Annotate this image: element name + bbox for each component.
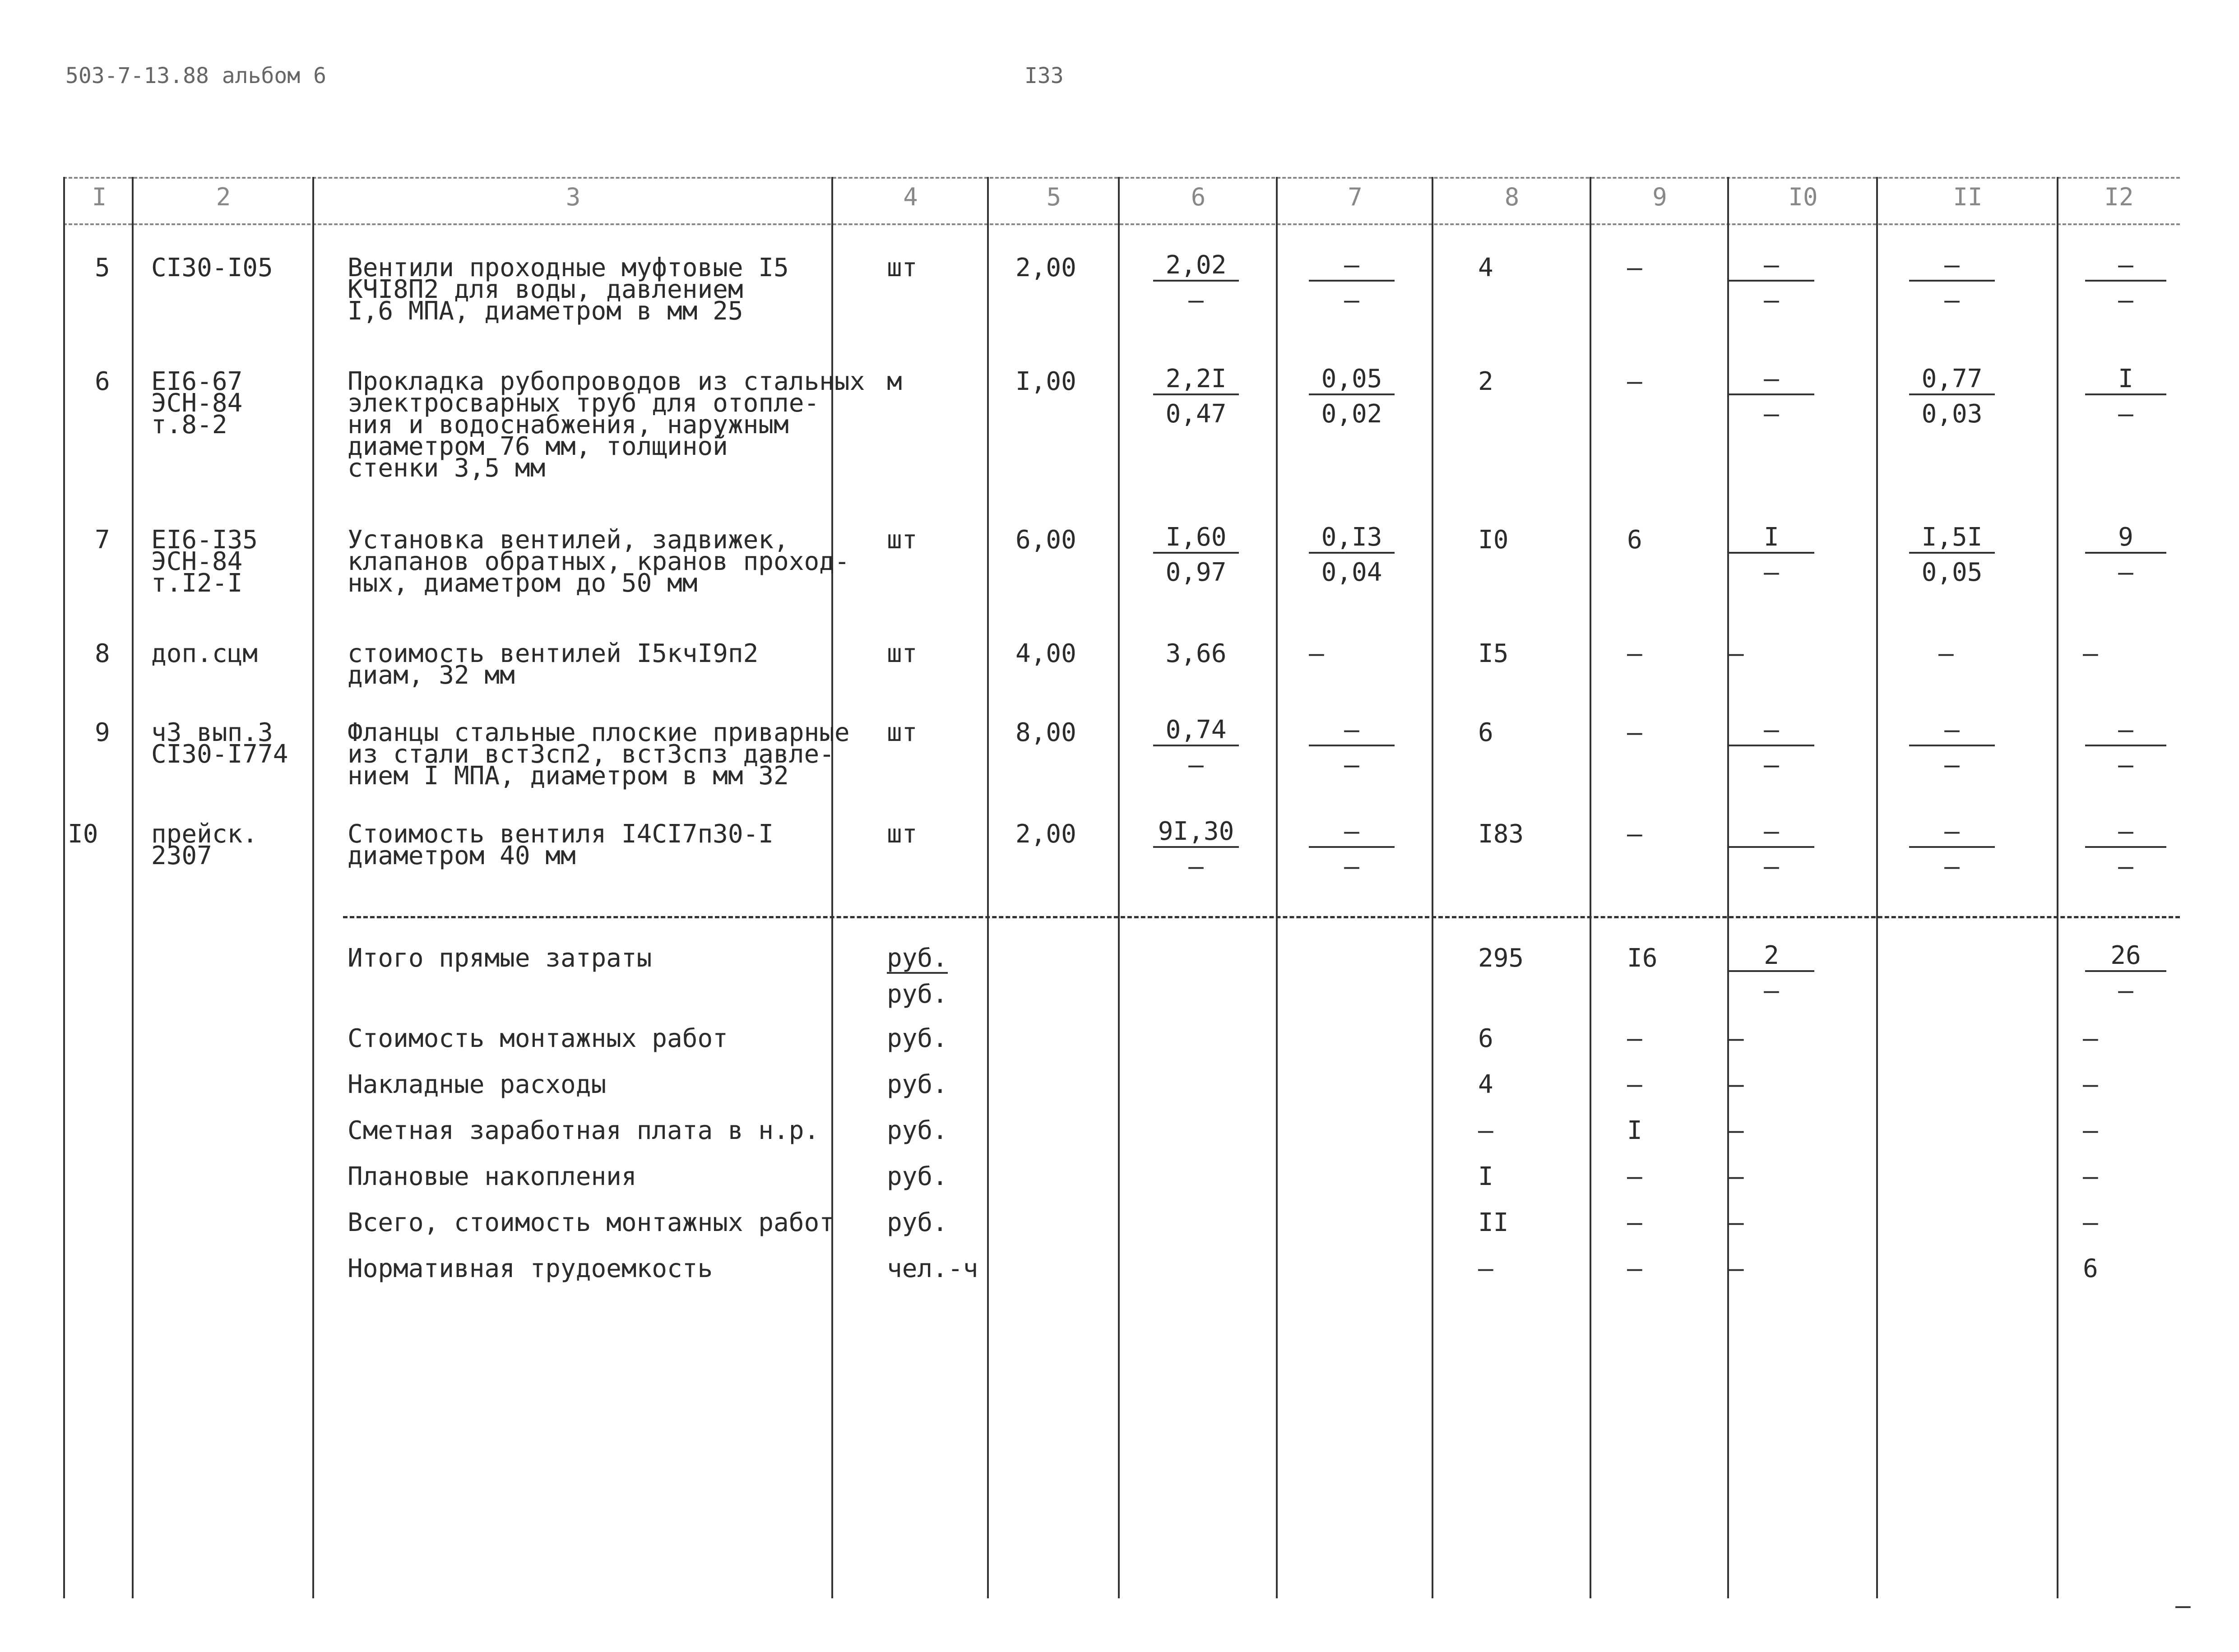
- row-description: ния и водоснабжения, наружным: [348, 410, 789, 440]
- totals-col12: –: [2083, 1024, 2098, 1053]
- row-description: диаметром 40 мм: [348, 841, 576, 870]
- row-description: I,6 МПА, диаметром в мм 25: [348, 296, 743, 326]
- row-description: Прокладка рубопроводов из стальных: [348, 367, 865, 396]
- totals-col10: 2 –: [1729, 943, 1814, 1004]
- col12-value: – –: [2085, 819, 2166, 879]
- column-divider: [1118, 177, 1120, 1598]
- row-description: из стали вст3сп2, вст3спз давле-: [348, 740, 834, 769]
- col10-value: –: [1729, 639, 1744, 668]
- totals-col10: –: [1729, 1162, 1744, 1191]
- col-number-4: 4: [903, 183, 918, 211]
- col8-value: I5: [1478, 639, 1509, 668]
- totals-col12: –: [2083, 1162, 2098, 1191]
- col12-value: I –: [2085, 366, 2166, 427]
- row-description: Стоимость вентиля I4CI7п30-I: [348, 819, 774, 849]
- row-code: ч3 вып.3: [151, 718, 273, 747]
- col-number-8: 8: [1504, 183, 1520, 211]
- header-bottom-border: [63, 223, 2180, 225]
- row-code: EI6-67: [151, 367, 243, 396]
- col8-value: 2: [1478, 367, 1493, 396]
- totals-col9: –: [1627, 1070, 1642, 1099]
- totals-col12: 6: [2083, 1254, 2098, 1283]
- row-code: CI30-I774: [151, 740, 288, 769]
- col9-value: –: [1627, 367, 1642, 396]
- totals-col8: 6: [1478, 1024, 1493, 1053]
- totals-col10: –: [1729, 1208, 1744, 1237]
- col-number-10: I0: [1788, 183, 1818, 211]
- col6-value: $\frac{I,60}{0,97}$: [1153, 525, 1239, 585]
- totals-col12: –: [2083, 1208, 2098, 1237]
- totals-col8: –: [1478, 1254, 1493, 1283]
- row-description: Установка вентилей, задвижек,: [348, 525, 789, 555]
- row-code: CI30-I05: [151, 253, 273, 282]
- row-code: прейск.: [151, 819, 258, 849]
- row-quantity: 2,00: [1015, 253, 1076, 282]
- col-number-2: 2: [216, 183, 231, 211]
- row-code: 2307: [151, 841, 212, 870]
- totals-label: Накладные расходы: [348, 1070, 607, 1099]
- totals-unit: руб.: [887, 980, 948, 1009]
- totals-unit: руб.: [887, 1024, 948, 1053]
- col7-value: – –: [1309, 819, 1395, 879]
- totals-col8: 295: [1478, 944, 1524, 973]
- col7-value: –: [1309, 639, 1324, 668]
- totals-col8: II: [1478, 1208, 1509, 1237]
- col-number-5: 5: [1046, 183, 1062, 211]
- row-quantity: I,00: [1015, 367, 1076, 396]
- col-number-6: 6: [1191, 183, 1206, 211]
- totals-col10: –: [1729, 1116, 1744, 1145]
- col9-value: 6: [1627, 525, 1642, 555]
- col11-value: $\frac{0,77}{0,03}$: [1909, 366, 1995, 427]
- col7-value: $\frac{0,I3}{0,04}$: [1309, 525, 1395, 585]
- row-number: I0: [68, 819, 98, 849]
- totals-col8: –: [1478, 1116, 1493, 1145]
- column-divider: [1432, 177, 1433, 1598]
- row-code: т.I2-I: [151, 569, 243, 598]
- totals-col10: –: [1729, 1070, 1744, 1099]
- row-number: 9: [95, 718, 110, 747]
- col-number-11: II: [1953, 183, 1983, 211]
- column-divider: [987, 177, 989, 1598]
- col-number-9: 9: [1652, 183, 1667, 211]
- row-number: 8: [95, 639, 110, 668]
- col10-value: – –: [1729, 253, 1814, 313]
- col11-value: – –: [1909, 253, 1995, 313]
- totals-unit: руб.: [887, 1116, 948, 1145]
- totals-label: Всего, стоимость монтажных работ: [348, 1208, 834, 1237]
- row-unit: м: [887, 367, 902, 396]
- col9-value: –: [1627, 253, 1642, 282]
- row-description: КЧI8П2 для воды, давлением: [348, 275, 743, 304]
- col11-value: – –: [1909, 819, 1995, 879]
- totals-unit: руб.: [887, 1070, 948, 1099]
- col7-value: – –: [1309, 253, 1395, 313]
- totals-col9: I: [1627, 1116, 1642, 1145]
- totals-col12: 26 –: [2085, 943, 2166, 1004]
- row-quantity: 4,00: [1015, 639, 1076, 668]
- totals-label: Плановые накопления: [348, 1162, 637, 1191]
- totals-col10: –: [1729, 1024, 1744, 1053]
- row-code: EI6-I35: [151, 525, 258, 555]
- col8-value: 4: [1478, 253, 1493, 282]
- totals-col8: 4: [1478, 1070, 1493, 1099]
- totals-col9: –: [1627, 1162, 1642, 1191]
- col6-value: 2,02 –: [1153, 253, 1239, 313]
- row-unit: шт: [887, 819, 918, 849]
- row-description: нием I МПА, диаметром в мм 32: [348, 761, 789, 791]
- row-description: диаметром 76 мм, толщиной: [348, 432, 728, 461]
- col6-value: $\frac{2,2I}{0,47}$: [1153, 366, 1239, 427]
- col11-value: – –: [1909, 717, 1995, 778]
- totals-unit: руб.: [887, 1162, 948, 1191]
- totals-label: Сметная заработная плата в н.р.: [348, 1116, 820, 1145]
- col-number-1: I: [92, 183, 107, 211]
- totals-unit: чел.-ч: [887, 1254, 978, 1283]
- col12-value: – –: [2085, 717, 2166, 778]
- col11-value: $\frac{I,5I}{0,05}$: [1909, 525, 1995, 585]
- col7-value: – –: [1309, 717, 1395, 778]
- totals-col9: –: [1627, 1024, 1642, 1053]
- col8-value: 6: [1478, 718, 1493, 747]
- row-description: ных, диаметром до 50 мм: [348, 569, 698, 598]
- col9-value: –: [1627, 819, 1642, 849]
- totals-separator: [343, 916, 2180, 918]
- row-description: Вентили проходные муфтовые I5: [348, 253, 789, 282]
- col11-value: –: [1938, 639, 1954, 668]
- col10-value: – –: [1729, 366, 1814, 427]
- column-divider: [63, 177, 65, 1598]
- col10-value: I –: [1729, 525, 1814, 585]
- row-unit: шт: [887, 525, 918, 555]
- row-code: доп.сцм: [151, 639, 258, 668]
- totals-col9: I6: [1627, 944, 1658, 973]
- col-number-3: 3: [566, 183, 581, 211]
- totals-unit: руб.: [887, 944, 948, 973]
- totals-label: Стоимость монтажных работ: [348, 1024, 728, 1053]
- column-divider: [312, 177, 314, 1598]
- col12-value: 9 –: [2085, 525, 2166, 585]
- row-code: ЭСН-84: [151, 547, 243, 576]
- totals-col8: I: [1478, 1162, 1493, 1191]
- column-divider: [1276, 177, 1278, 1598]
- row-unit: шт: [887, 253, 918, 282]
- col6-value: 3,66: [1165, 639, 1227, 668]
- row-number: 6: [95, 367, 110, 396]
- column-divider: [1876, 177, 1878, 1598]
- row-description: диам, 32 мм: [348, 661, 515, 690]
- col10-value: – –: [1729, 819, 1814, 879]
- page-number: I33: [1024, 63, 1064, 88]
- row-quantity: 8,00: [1015, 718, 1076, 747]
- table-top-border: [63, 177, 2180, 179]
- row-description: клапанов обратных, кранов проход-: [348, 547, 850, 576]
- row-unit: шт: [887, 718, 918, 747]
- row-number: 5: [95, 253, 110, 282]
- row-description: электросварных труб для отопле-: [348, 389, 820, 418]
- row-description: стенки 3,5 мм: [348, 453, 546, 483]
- row-quantity: 2,00: [1015, 819, 1076, 849]
- totals-col10: –: [1729, 1254, 1744, 1283]
- row-number: 7: [95, 525, 110, 555]
- col8-value: I0: [1478, 525, 1509, 555]
- column-divider: [132, 177, 134, 1598]
- totals-label: Нормативная трудоемкость: [348, 1254, 713, 1283]
- totals-col12: –: [2083, 1116, 2098, 1145]
- column-divider: [1590, 177, 1591, 1598]
- totals-col12: –: [2083, 1070, 2098, 1099]
- totals-col9: –: [1627, 1254, 1642, 1283]
- col6-value: 9I,30 –: [1153, 819, 1239, 879]
- col8-value: I83: [1478, 819, 1524, 849]
- col6-value: 0,74 –: [1153, 717, 1239, 778]
- col-number-12: I2: [2104, 183, 2134, 211]
- document-code: 503-7-13.88 альбом 6: [65, 63, 326, 88]
- row-quantity: 6,00: [1015, 525, 1076, 555]
- col10-value: – –: [1729, 717, 1814, 778]
- col12-value: – –: [2085, 253, 2166, 313]
- totals-label: Итого прямые затраты: [348, 944, 652, 973]
- column-divider: [2057, 177, 2058, 1598]
- row-description: стоимость вентилей I5кчI9п2: [348, 639, 759, 668]
- totals-unit: руб.: [887, 1208, 948, 1237]
- col-number-7: 7: [1348, 183, 1363, 211]
- totals-col9: –: [1627, 1208, 1642, 1237]
- row-description: Фланцы стальные плоские приварные: [348, 718, 850, 747]
- row-code: т.8-2: [151, 410, 227, 440]
- col9-value: –: [1627, 718, 1642, 747]
- row-unit: шт: [887, 639, 918, 668]
- corner-mark: –: [2175, 1591, 2191, 1620]
- col7-value: $\frac{0,05}{0,02}$: [1309, 366, 1395, 427]
- row-code: ЭСН-84: [151, 389, 243, 418]
- col9-value: –: [1627, 639, 1642, 668]
- col12-value: –: [2083, 639, 2098, 668]
